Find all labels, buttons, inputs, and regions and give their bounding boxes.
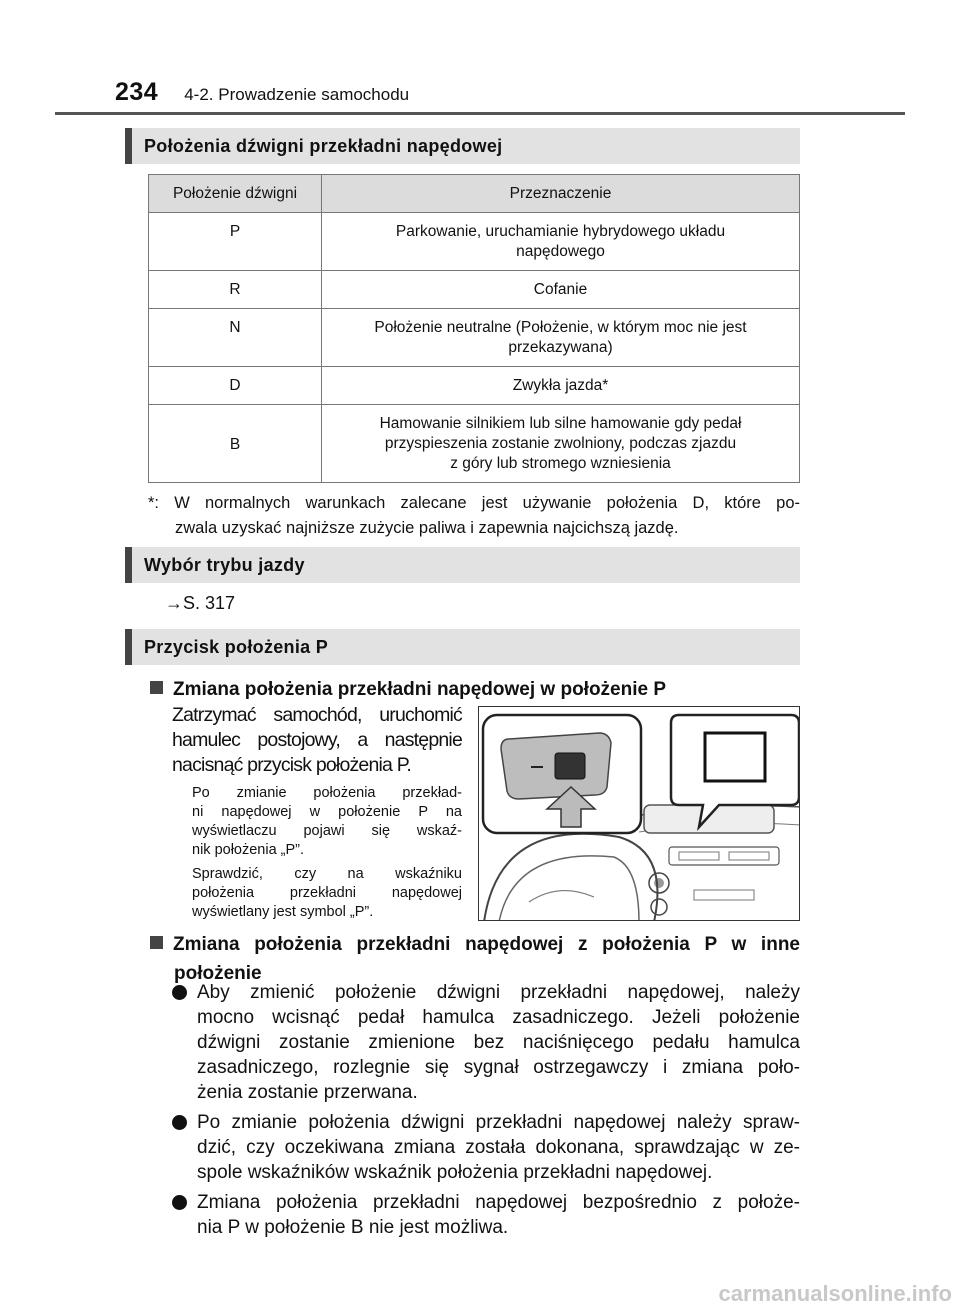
section-heading-drive-mode: [125, 547, 800, 583]
subheading-text: położenie: [174, 963, 262, 984]
subheading-text: Zmiana położenia przekładni napędowej w położenie P: [173, 679, 667, 700]
arrow-icon: →: [165, 593, 183, 613]
note-line: Po zmianie położenia przekład-: [192, 785, 462, 801]
section-title: Położenia dźwigni przekładni napędowej: [144, 135, 503, 156]
purpose-cell: [322, 271, 800, 309]
note-indicator: [192, 784, 462, 860]
purpose-line: Położenie neutralne (Położenie, w którym moc nie jest: [374, 319, 747, 336]
note-line: wyświetlany jest symbol „P”.: [192, 904, 374, 920]
note-check-symbol: [192, 865, 462, 922]
square-bullet-icon: [150, 936, 163, 949]
bullet-line: nia P w położenie B nie jest możliwa.: [197, 1217, 509, 1238]
purpose-line: Cofanie: [533, 281, 588, 298]
square-bullet-icon: [150, 681, 163, 694]
section-title: Przycisk położenia P: [144, 636, 329, 657]
procedure-line: nacisnąć przycisk położenia P.: [172, 754, 412, 776]
gear-position-cell: D: [149, 367, 322, 405]
purpose-line: Parkowanie, uruchamianie hybrydowego układu: [395, 223, 726, 240]
table-row: [149, 309, 800, 367]
bullet-line: dzić, czy oczekiwana zmiana została dokonana, sprawdzając w ze-: [197, 1137, 800, 1158]
purpose-line: Zwykła jazda*: [512, 377, 609, 394]
p-button-illustration: [478, 706, 800, 921]
bullet-line: zasadniczego, rozlegnie się sygnał ostrzegawczy i zmiana poło-: [197, 1057, 800, 1078]
p-indicator-icon: [705, 733, 765, 781]
note-line: ni napędowej w położenie P na: [192, 804, 462, 820]
page-reference: [165, 593, 235, 614]
gear-position-cell: B: [149, 405, 322, 483]
dashboard-drawing: [479, 707, 800, 921]
purpose-line: przyspieszenia zostanie zwolniony, podczas zjazdu: [384, 435, 737, 452]
watermark: carmanualsonline.info: [718, 1281, 952, 1306]
table-row: [149, 271, 800, 309]
list-item: [172, 1190, 800, 1240]
note-line: położenia przekładni napędowej: [192, 885, 462, 901]
page-number: 234: [115, 78, 159, 106]
header-rule: [55, 112, 905, 115]
p-button-icon: [555, 753, 585, 779]
note-line: Sprawdzić, czy na wskaźniku: [192, 866, 462, 882]
table-header-row: [149, 175, 800, 213]
column-header: Przeznaczenie: [322, 175, 800, 213]
purpose-cell: [322, 367, 800, 405]
gear-position-cell: N: [149, 309, 322, 367]
section-title: Wybór trybu jazdy: [144, 554, 305, 575]
purpose-line: Hamowanie silnikiem lub silne hamowanie gdy pedał: [379, 415, 742, 432]
gear-position-table: [148, 174, 800, 483]
purpose-cell: [322, 405, 800, 483]
bullet-line: Aby zmienić położenie dźwigni przekładni napędowej, należy: [197, 982, 800, 1003]
note-line: wyświetlaczu pojawi się wskaź-: [192, 823, 462, 839]
subheading-shift-to-p: [150, 675, 666, 704]
section-heading-p-button: [125, 629, 800, 665]
page-header: [115, 78, 409, 107]
purpose-line: z góry lub stromego wzniesienia: [450, 455, 671, 472]
footnote-line: zwala uzyskać najniższe zużycie paliwa i zapewnia najcichszą jazdę.: [175, 519, 679, 537]
steering-wheel: [484, 834, 657, 921]
section-heading-gear-positions: [125, 128, 800, 164]
subheading-text: Zmiana położenia przekładni napędowej z położenia P w inne: [173, 934, 800, 955]
bullet-dot-icon: [172, 1195, 187, 1210]
bullet-list: [172, 980, 800, 1245]
procedure-text: [172, 703, 462, 778]
procedure-line: Zatrzymać samochód, uruchomić: [172, 704, 462, 726]
reference-link[interactable]: S. 317: [183, 593, 236, 613]
list-item: [172, 1110, 800, 1185]
purpose-line: napędowego: [516, 243, 605, 260]
footnote-line: *: W normalnych warunkach zalecane jest używanie położenia D, które po-: [148, 494, 800, 512]
purpose-cell: [322, 213, 800, 271]
gear-position-cell: R: [149, 271, 322, 309]
purpose-line: przekazywana): [508, 339, 613, 356]
note-line: nik położenia „P”.: [192, 842, 305, 858]
bullet-line: żenia zostanie przerwana.: [197, 1082, 418, 1103]
procedure-line: hamulec postojowy, a następnie: [172, 729, 462, 751]
gear-position-cell: P: [149, 213, 322, 271]
chapter-title: 4-2. Prowadzenie samochodu: [184, 85, 410, 104]
bullet-line: Po zmianie położenia dźwigni przekładni napędowej należy spraw-: [197, 1112, 800, 1133]
bullet-line: Zmiana położenia przekładni napędowej bezpośrednio z położe-: [197, 1192, 800, 1213]
table-row: [149, 367, 800, 405]
column-header: Położenie dźwigni: [149, 175, 322, 213]
table-footnote: [148, 491, 800, 541]
bullet-line: spole wskaźników wskaźnik położenia przekładni napędowej.: [197, 1162, 713, 1183]
bullet-line: mocno wcisnąć pedał hamulca zasadniczego. Jeżeli położenie: [197, 1007, 800, 1028]
table-row: [149, 213, 800, 271]
bullet-dot-icon: [172, 1115, 187, 1130]
bullet-line: dźwigni zostanie zmienione bez naciśnięcego pedału hamulca: [197, 1032, 800, 1053]
list-item: [172, 980, 800, 1105]
table-row: [149, 405, 800, 483]
bullet-dot-icon: [172, 985, 187, 1000]
purpose-cell: [322, 309, 800, 367]
